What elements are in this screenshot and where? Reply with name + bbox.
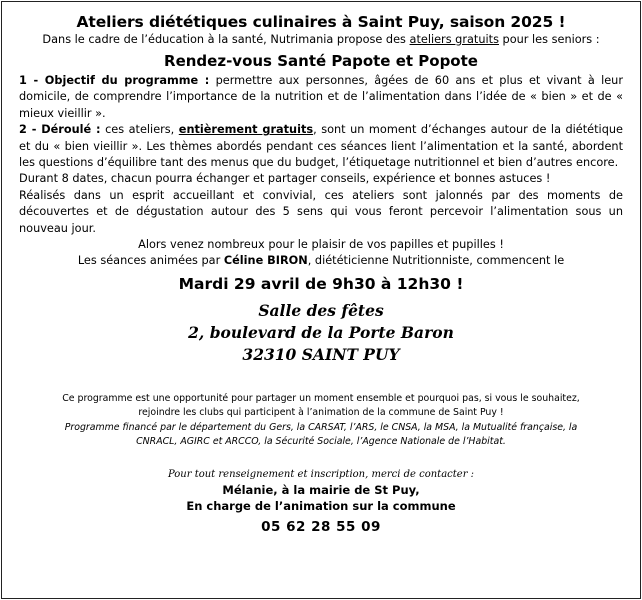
footer-line-2: rejoindre les clubs qui participent à l’animation de la commune de Saint Puy ! [138,407,504,419]
contact-person: Mélanie, à la mairie de St Puy, [222,482,420,497]
animator-after: , diététicienne Nutritionniste, commencent le [307,254,565,268]
deroule-text-a: ces ateliers, [100,123,179,137]
flyer [1,1,641,599]
body-text [19,73,623,237]
animator-before: Les séances animées par [77,254,224,268]
intro-before: Dans le cadre de l’éducation à la santé, Nutrimania propose des [42,33,410,46]
deroule-paragraph [19,122,623,171]
footer-line-1: Ce programme est une opportunité pour partager un moment ensemble et pourquoi pas, si vous le souhaitez, [62,392,580,404]
venue-city: 32310 SAINT PUY [242,344,400,364]
start-date: Mardi 29 avril de 9h30 à 12h30 ! [178,274,464,293]
objectif-paragraph [19,73,623,122]
intro-link: ateliers gratuits [409,33,499,46]
funding-line-1: Programme financé par le département du Gers, la CARSAT, l’ARS, le CNSA, la MSA, la Mutualité française, la [64,421,578,433]
contact-phone: 05 62 28 55 09 [261,518,381,535]
flyer-title: Ateliers diététiques culinaires à Saint Puy, saison 2025 ! [76,13,566,31]
funding-line-2: CNRACL, AGIRC et ARCCO, la Sécurité Sociale, l’Agence Nationale de l’Habitat. [136,436,506,448]
intro-after: pour les seniors : [498,33,600,46]
animator-name: Céline BIRON [223,254,308,268]
deroule-emphasis: entièrement gratuits [178,123,314,137]
animator-line [19,253,623,269]
invite-line: Alors venez nombreux pour le plaisir de vos papilles et pupilles ! [138,238,504,252]
deroule-text-b: , sont un moment d’échanges autour de la diététique et du « bien vieillir ». Les thèmes abordés pendant ces séances lient l’alimentation et la santé, abordent les questions d’équilibre tant des menus que du budget, l’étiquetage nutritionnel et bien d’autres encore. [19,123,623,170]
dates-paragraph: Durant 8 dates, chacun pourra échanger et partager conseils, expérience et bonnes astuces ! [19,172,551,186]
deroule-label: 2 - Déroulé : [19,123,101,137]
contact-intro: Pour tout renseignement et inscription, merci de contacter : [167,468,475,480]
realises-paragraph: Réalisés dans un esprit accueillant et convivial, ces ateliers sont jalonnés par des moments de découvertes et de dégustation autour des 5 sens qui vous feront percevoir l’alimentation sous un nouveau jour. [19,188,623,235]
intro-line [19,32,623,47]
venue-name: Salle des fêtes [258,300,384,320]
contact-role: En charge de l’animation sur la commune [186,498,456,513]
objectif-text: permettre aux personnes, âgées de 60 ans et plus et vivant à leur domicile, de comprendre l’importance de la nutrition et de l’alimentation dans l’idée de « bien » et de « mieux vieillir ». [19,74,623,120]
subtitle: Rendez-vous Santé Papote et Popote [164,52,478,70]
venue-street: 2, boulevard de la Porte Baron [188,322,454,342]
objectif-label: 1 - Objectif du programme : [19,74,210,87]
